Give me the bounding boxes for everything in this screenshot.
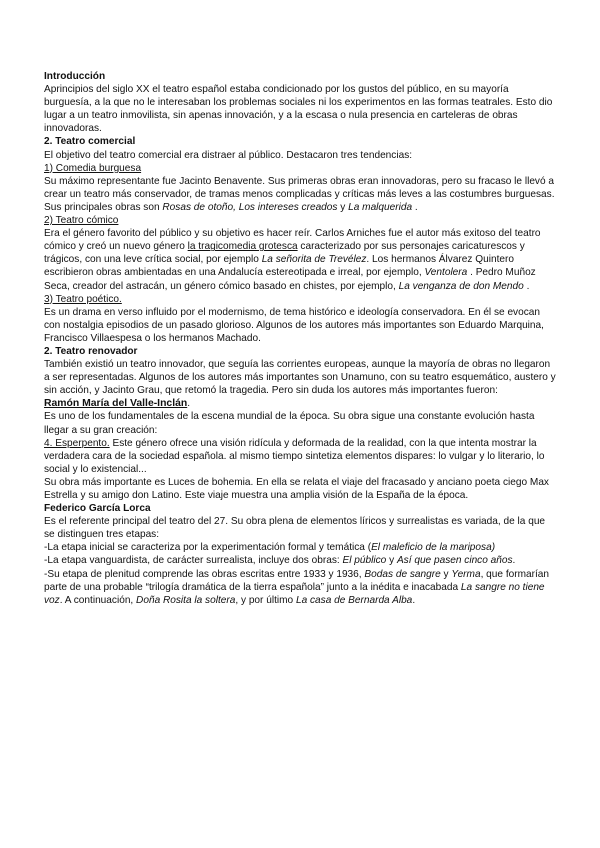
comico-text-c: . Los hermanos Álvarez Quintero escribieron obras ambientadas en una Andalucía estereotipada e irreal, por ejemplo, — [44, 254, 514, 279]
valle-heading-line — [44, 397, 558, 410]
comico-end: . — [523, 280, 530, 292]
lorca-heading: Federico García Lorca — [44, 503, 151, 515]
luces-paragraph: Su obra más importante es Luces de bohemia. En ella se relata el viaje del fracasado y anciano poeta ciego Max Estrella y su amigo don Latino. Este viaje muestra una amplia visión de la España de la época. — [44, 476, 549, 501]
valle-paragraph: Es uno de los fundamentales de la escena mundial de la época. Su obra sigue una constante evolución hasta llegar a su gran creación: — [44, 411, 535, 436]
etapa3-work-1: Bodas de sangre — [364, 568, 441, 580]
etapa2-text: -La etapa vanguardista, de carácter surrealista, incluye dos obras: — [44, 555, 343, 567]
lorca-section — [44, 502, 558, 607]
etapa3-work-2: Yerma — [451, 568, 481, 580]
comico-title: 2) Teatro cómico — [44, 215, 119, 227]
comico-text-a: Era el género favorito del público y su objetivo es hacer reír. Carlos Arniches fue el autor más exitoso del teatro cómico y creó un nuevo género — [44, 228, 541, 253]
burguesa-end: . — [412, 201, 418, 213]
comico-work-2: Ventolera — [424, 267, 468, 279]
etapa3-text-a: -Su etapa de plenitud comprende las obras escritas entre 1933 y 1936, — [44, 568, 365, 580]
comico-genre: la tragicomedia grotesca — [187, 241, 298, 253]
valle-heading-end: . — [187, 398, 191, 410]
lorca-etapa-1 — [44, 541, 558, 554]
esperpento-text: Este género ofrece una visión ridícula y deformada de la realidad, con la que intenta mostrar la verdadera cara de la sociedad española. al mismo tiempo sintetiza elementos dispares: lo vulgar y lo literario, lo social y lo existencial... — [44, 437, 545, 475]
comico-work-1: La señorita de Trevélez — [261, 254, 367, 266]
comercial-section — [44, 135, 558, 345]
comico-paragraph — [44, 227, 558, 292]
poetico-paragraph: Es un drama en verso influido por el modernismo, de tema histórico e ideología conservadora. En él se evocan con nostalgia episodios de un pasado glorioso. Algunos de los autores más importantes son Eduardo Marquina, Francisco Villaespesa o los hermanos Machado. — [44, 306, 544, 344]
comico-text-b: caracterizado por sus personajes caricaturescos y trágicos, con una leve crítica social, por ejemplo — [44, 241, 525, 266]
lorca-etapa-3 — [44, 568, 558, 607]
etapa3-end: . — [412, 594, 416, 606]
etapa3-work-5: La casa de Bernarda Alba — [295, 594, 413, 606]
comercial-heading: 2. Teatro comercial — [44, 136, 136, 148]
etapa3-work-4: Doña Rosita la soltera — [136, 594, 236, 606]
esperpento-paragraph — [44, 437, 558, 476]
esperpento-label: 4. Esperpento. — [44, 437, 110, 449]
etapa2-end: . — [512, 555, 516, 567]
intro-paragraph: Aprincipios del siglo XX el teatro español estaba condicionado por los gustos del público, en su mayoría burguesía, a la que no le interesaban los problemas sociales ni los experimentos en las formas teatrales. Esto dio lugar a un teatro inmovilista, sin apenas innovación, y a la escasa o nula presencia en carteleras de obras innovadoras. — [44, 84, 553, 135]
valle-section — [44, 397, 558, 502]
poetico-title: 3) Teatro poético. — [44, 293, 122, 305]
etapa2-and: y — [386, 555, 397, 567]
valle-heading: Ramón María del Valle-Inclán — [44, 398, 188, 410]
etapa3-text-e: , y por último — [235, 594, 296, 606]
burguesa-text: Su máximo representante fue Jacinto Benavente. Sus primeras obras eran innovadoras, pero su fracaso le llevó a crear un teatro más conservador, de tramas menos complicadas y críticas más leves a las costumbres burguesas. Sus principales obras son — [44, 175, 555, 213]
comico-work-3: La venganza de don Mendo — [398, 280, 524, 292]
renovador-heading: 2. Teatro renovador — [44, 345, 138, 357]
etapa3-text-c: , que formarían parte de una probable “trilogía dramática de la tierra española” junto a la inédita e inacabada — [44, 568, 550, 593]
renovador-paragraph: También existió un teatro innovador, que seguía las corrientes europeas, aunque la mayoría de obras no llegaron a ser representadas. Algunos de los autores más importantes son Unamuno, con su teatro esquemático, austero y sin acción, y Jacinto Grau, que retomó la tragedia. Pero sin duda los autores más importantes fueron: — [44, 359, 556, 397]
burguesa-work-last: La malquerida — [348, 201, 413, 213]
etapa3-text-d: . A continuación, — [59, 594, 137, 606]
renovador-section — [44, 345, 558, 397]
burguesa-works: Rosas de otoño, Los intereses creados — [162, 201, 338, 213]
burguesa-paragraph — [44, 175, 558, 214]
etapa1-work: El maleficio de la mariposa) — [371, 542, 496, 554]
burguesa-and: y — [337, 201, 349, 213]
etapa3-text-b: y — [440, 568, 452, 580]
intro-section — [44, 70, 558, 135]
etapa2-work-2: Así que pasen cinco años — [396, 555, 513, 567]
etapa1-text: -La etapa inicial se caracteriza por la experimentación formal y temática ( — [44, 542, 372, 554]
burguesa-title: 1) Comedia burguesa — [44, 162, 142, 174]
etapa2-work-1: El público — [342, 555, 387, 567]
lorca-etapa-2 — [44, 554, 558, 567]
comico-text-d: . Pedro Muñoz Seca, creador del astracán, un género cómico basado en chistes, por ejemplo, — [44, 267, 536, 292]
etapa3-work-3: La sangre no tiene voz — [44, 581, 545, 606]
intro-heading: Introducción — [44, 71, 106, 82]
lorca-paragraph: Es el referente principal del teatro del 27. Su obra plena de elementos líricos y surrealistas es variada, de la que se distinguen tres etapas: — [44, 516, 546, 541]
comercial-intro: El objetivo del teatro comercial era distraer al público. Destacaron tres tendencias: — [44, 149, 413, 161]
